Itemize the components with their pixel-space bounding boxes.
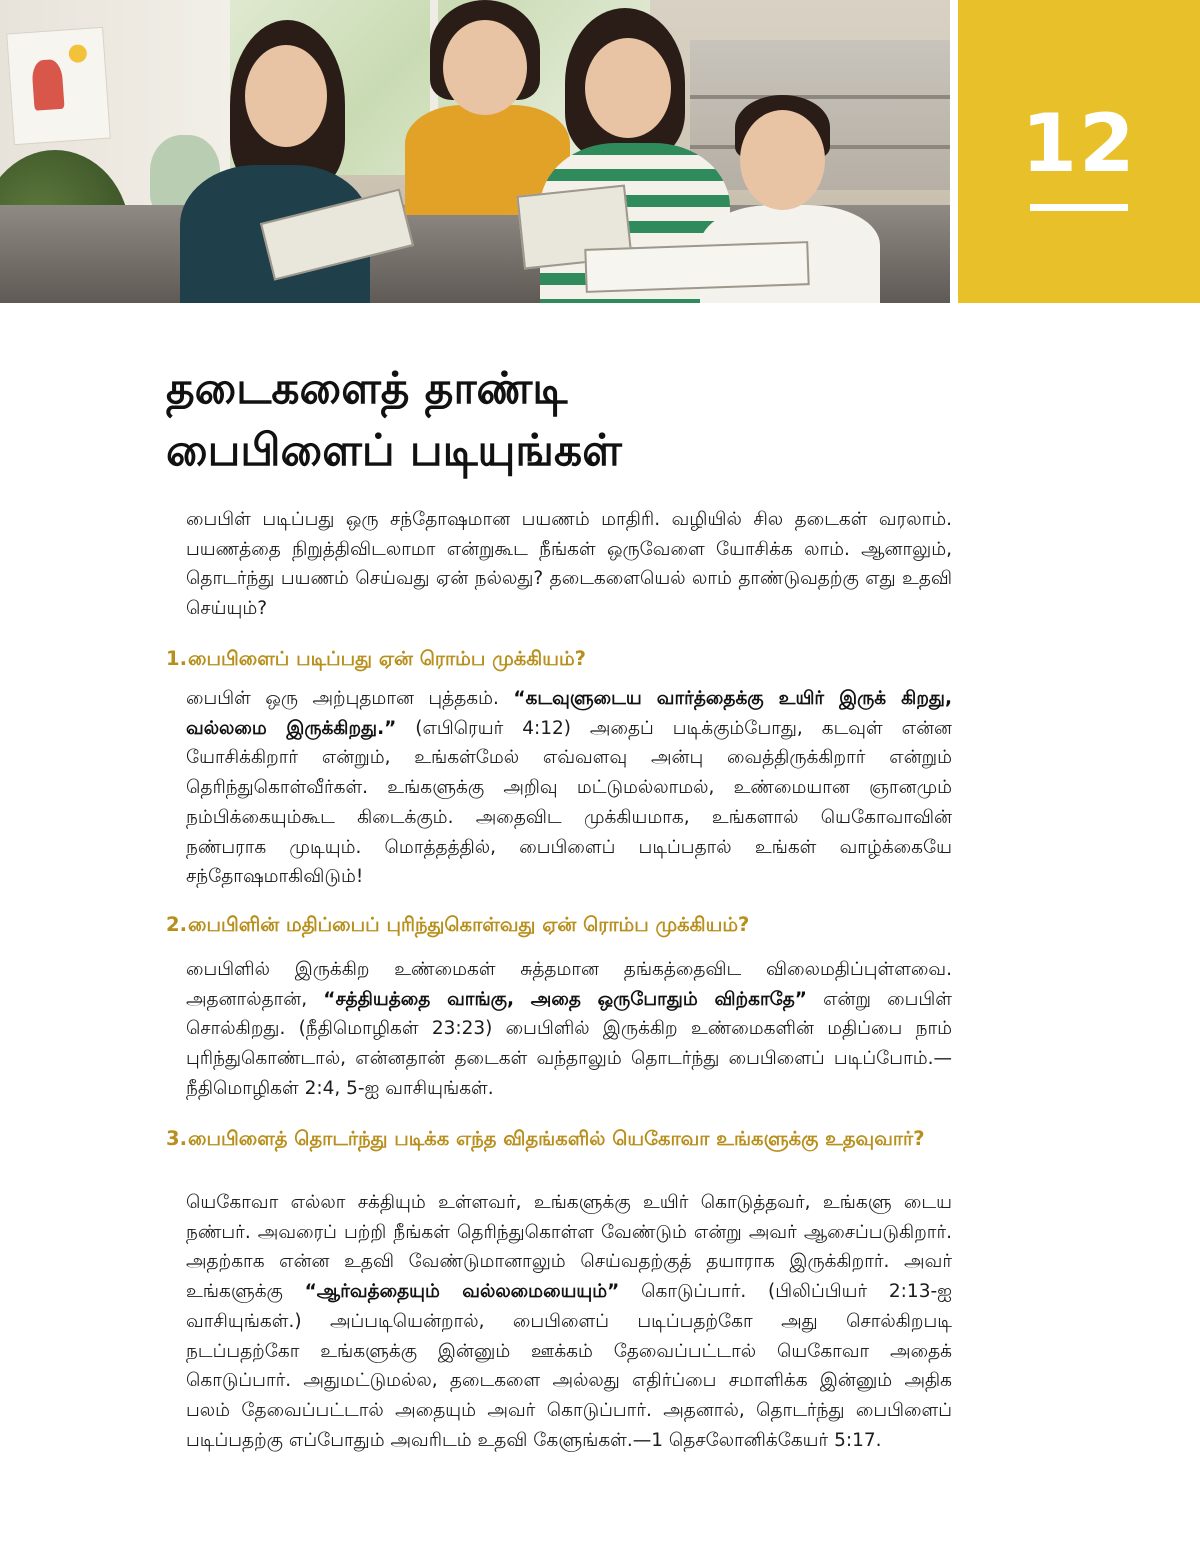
question-3 — [166, 1124, 966, 1154]
page-title — [166, 358, 966, 482]
photo-notebook — [584, 241, 809, 293]
question-number: 3. — [166, 1127, 187, 1150]
answer-paragraph-3 — [186, 1188, 952, 1455]
intro-paragraph: பைபிள் படிப்பது ஒரு சந்தோஷமான பயணம் மாதிரி. வழியில் சில தடைகள் வரலாம். பயணத்தை நிறுத்திவிடலாமா என்றுகூட நீங்கள் ஒருவேளை யோசிக்க லாம். ஆனாலும், தொடர்ந்து பயணம் செய்வது ஏன் நல்லது? தடைகளையெல் லாம் தாண்டுவதற்கு எது உதவி செய்யும்? — [186, 509, 952, 620]
chapter-number: 12 — [1021, 97, 1137, 190]
chapter-underline — [1030, 204, 1128, 211]
question-text: பைபிளைத் தொடர்ந்து படிக்க எந்த விதங்களில் யெகோவா உங்களுக்கு உதவுவார்? — [188, 1127, 925, 1150]
title-line-2: பைபிளைப் படியுங்கள் — [166, 425, 622, 476]
answer-text: என்று பைபிள் சொல்கிறது. (நீதிமொழிகள் 23:23) பைபிளில் இருக்கிற உண்மைகளின் மதிப்பை நாம் புரிந்துகொண்டால், என்னதான் தடைகள் வந்தாலும் தொடர்ந்து பைபிளைப் படிப்போம்.—நீதிமொழிகள் 2:4, 5-ஐ வாசியுங்கள். — [186, 988, 952, 1099]
question-2 — [166, 910, 966, 940]
answer-paragraph-2 — [186, 955, 952, 1104]
question-1 — [166, 644, 966, 674]
answer-text: (எபிரெயர் 4:12) அதைப் படிக்கும்போது, கடவுள் என்ன யோசிக்கிறார் என்றும், உங்கள்மேல் எவ்வளவு அன்பு வைத்திருக்கிறார் என்றும் தெரிந்துகொள்வீர்கள். உங்களுக்கு அறிவு மட்டுமல்லாமல், உண்மையான ஞானமும் நம்பிக்கையும்கூட கிடைக்கும். அதைவிட முக்கியமாக, உங்களால் யெகோவாவின் நண்பராக முடியும். மொத்தத்தில், பைபிளைப் படிப்பதால் உங்கள் வாழ்க்கையே சந்தோஷமாகிவிடும்! — [186, 717, 952, 888]
answer-text: கொடுப்பார். (பிலிப்பியர் 2:13-ஐ வாசியுங்கள்.) அப்படியென்றால், பைபிளைப் படிப்பதற்கோ அது சொல்கிறபடி நடப்பதற்கோ உங்களுக்கு இன்னும் ஊக்கம் தேவைப்பட்டால் யெகோவா அதைக் கொடுப்பார். அதுமட்டுமல்ல, தடைகளை அல்லது எதிர்ப்பை சமாளிக்க இன்னும் அதிக பலம் தேவைப்பட்டால் அதையும் அவர் கொடுப்பார். அதனால், தொடர்ந்து பைபிளைப் படிப்பதற்கு எப்போதும் அவரிடம் உதவி கேளுங்கள்.—1 தெசலோனிக்கேயர் 5:17. — [186, 1281, 952, 1451]
question-text: பைபிளின் மதிப்பைப் புரிந்துகொள்வது ஏன் ரொம்ப முக்கியம்? — [188, 913, 750, 936]
answer-paragraph-1 — [186, 684, 952, 892]
question-number: 1. — [166, 647, 187, 670]
scripture-quote: “கடவுளுடைய வார்த்தைக்கு உயிர் இருக் கிறது, வல்லமை இருக்கிறது.” — [186, 688, 952, 739]
question-text: பைபிளைப் படிப்பது ஏன் ரொம்ப முக்கியம்? — [188, 647, 586, 670]
question-number: 2. — [166, 913, 187, 936]
photo-child-drawing — [6, 27, 111, 145]
title-line-1: தடைகளைத் தாண்டி — [166, 363, 568, 414]
answer-text: பைபிளில் இருக்கிற உண்மைகள் சுத்தமான தங்கத்தைவிட விலைமதிப்புள்ளவை. அதனால்தான், — [186, 959, 952, 1010]
chapter-badge — [958, 0, 1200, 303]
photo-shelf-line — [690, 95, 950, 99]
answer-text: யெகோவா எல்லா சக்தியும் உள்ளவர், உங்களுக்கு உயிர் கொடுத்தவர், உங்களு டைய நண்பர். அவரைப் பற்றி நீங்கள் தெரிந்துகொள்ள வேண்டும் என்று அவர் ஆசைப்படுகிறார். அதற்காக என்ன உதவி வேண்டுமானாலும் செய்வதற்குத் தயாராக இருக்கிறார். அவர் உங்களுக்கு — [186, 1192, 952, 1303]
header-photo — [0, 0, 950, 303]
scripture-quote: “சத்தியத்தை வாங்கு, அதை ஒருபோதும் விற்காதே” — [323, 988, 807, 1010]
scripture-quote: “ஆர்வத்தையும் வல்லமையையும்” — [304, 1281, 620, 1303]
answer-text: பைபிள் ஒரு அற்புதமான புத்தகம். — [186, 688, 514, 709]
